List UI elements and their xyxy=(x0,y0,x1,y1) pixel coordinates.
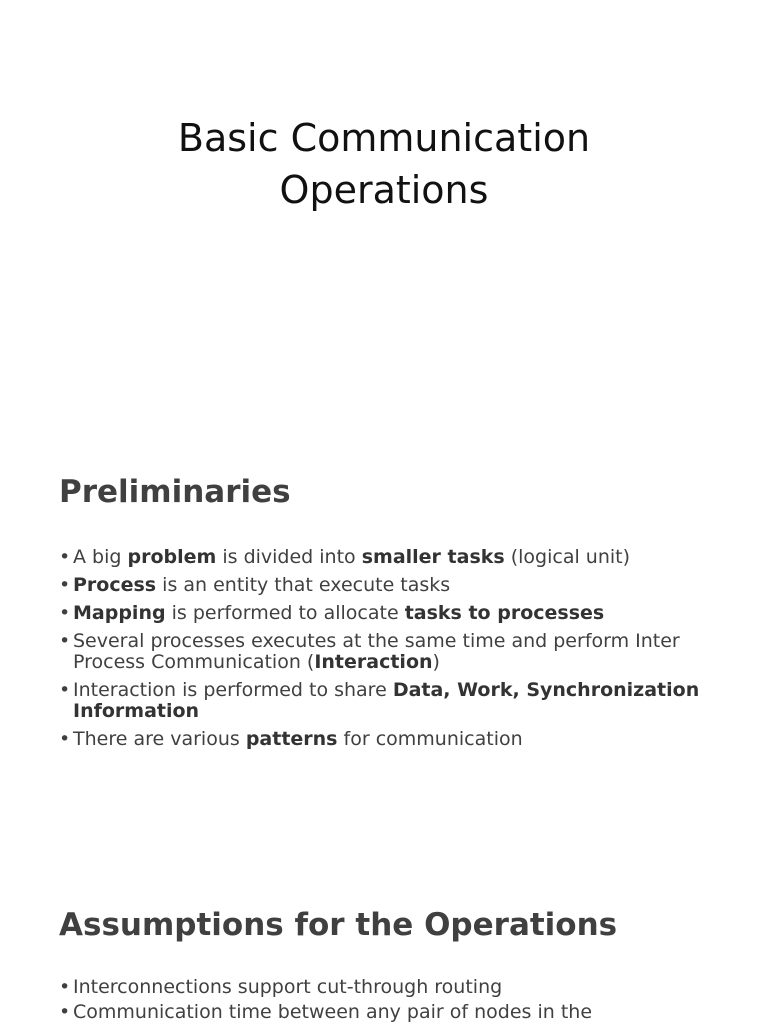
title-slide xyxy=(0,0,768,432)
bullet-list xyxy=(59,547,719,757)
list-item xyxy=(59,575,719,596)
bullet-icon: • xyxy=(59,546,71,568)
list-item xyxy=(59,680,719,722)
bullet-text: (logical unit) xyxy=(504,546,631,568)
bullet-bold-text: patterns xyxy=(245,728,338,750)
presentation-title xyxy=(0,112,768,216)
list-item xyxy=(59,631,719,673)
preliminaries-slide xyxy=(0,432,768,864)
bullet-text: A big xyxy=(73,546,128,568)
assumptions-slide xyxy=(0,864,768,1024)
bullet-text: Several processes executes at the same time and perform Inter Process Communication ( xyxy=(73,630,680,673)
bullet-text: There are various xyxy=(73,728,246,750)
bullet-icon: • xyxy=(59,728,71,750)
list-item xyxy=(59,603,719,624)
bullet-bold-text: tasks to processes xyxy=(404,602,605,624)
bullet-text: is performed to allocate xyxy=(165,602,405,624)
bullet-bold-text: Process xyxy=(73,574,157,596)
list-item xyxy=(59,1002,719,1023)
list-item xyxy=(59,547,719,568)
bullet-text: is divided into xyxy=(216,546,362,568)
bullet-text: ) xyxy=(432,651,440,673)
bullet-bold-text: Interaction xyxy=(314,651,433,673)
bullet-icon: • xyxy=(59,976,71,998)
bullet-bold-text: Data, Work, Synchronization Information xyxy=(73,679,700,722)
bullet-icon: • xyxy=(59,602,71,624)
bullet-text: Communication time between any pair of nodes in the xyxy=(73,1001,593,1023)
bullet-text: is an entity that execute tasks xyxy=(156,574,451,596)
bullet-icon: • xyxy=(59,679,71,701)
list-item xyxy=(59,729,719,750)
bullet-icon: • xyxy=(59,574,71,596)
slide-heading: Preliminaries xyxy=(59,474,291,510)
slide-heading: Assumptions for the Operations xyxy=(59,907,618,943)
title-line-1: Basic Communication xyxy=(177,116,591,160)
bullet-icon: • xyxy=(59,630,71,652)
bullet-text: Interconnections support cut-through routing xyxy=(73,976,503,998)
bullet-bold-text: Mapping xyxy=(73,602,166,624)
title-line-2: Operations xyxy=(279,168,489,212)
bullet-icon: • xyxy=(59,1001,71,1023)
bullet-bold-text: smaller tasks xyxy=(361,546,505,568)
bullet-list xyxy=(59,977,719,1027)
bullet-bold-text: problem xyxy=(127,546,217,568)
bullet-text: for communication xyxy=(337,728,523,750)
list-item xyxy=(59,977,719,998)
bullet-text: Interaction is performed to share xyxy=(73,679,393,701)
